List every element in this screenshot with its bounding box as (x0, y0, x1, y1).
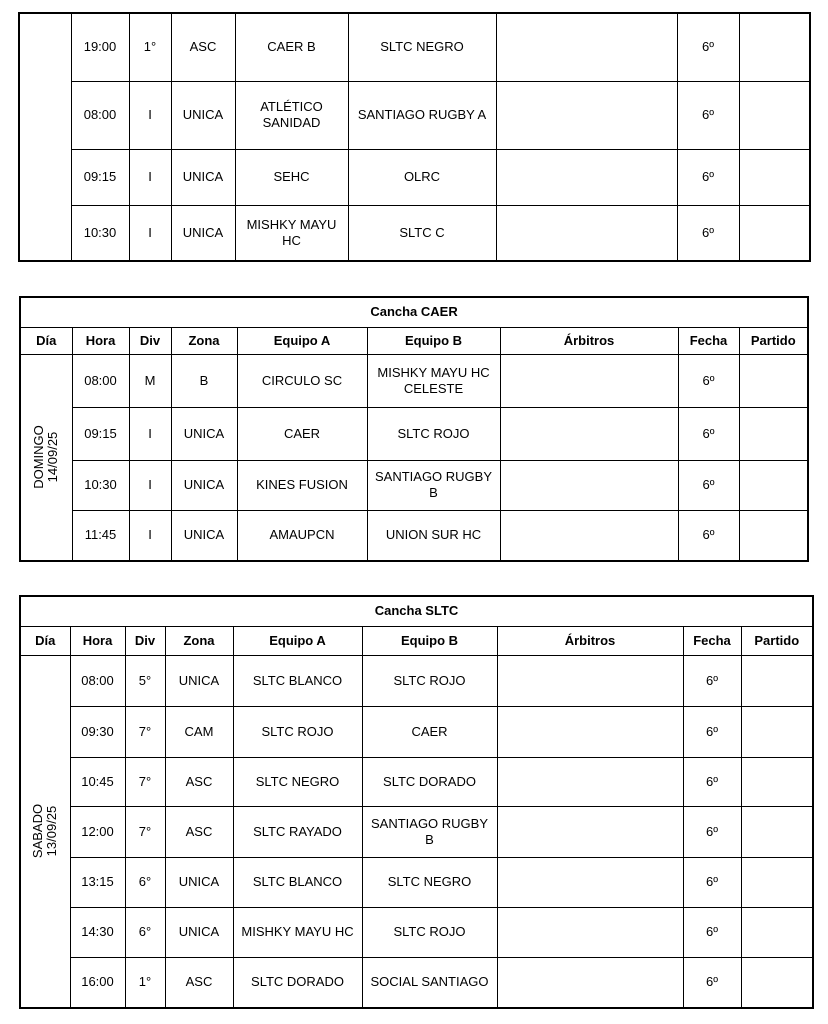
arbitros-cell (497, 857, 683, 907)
arbitros-cell (497, 655, 683, 706)
zona-cell: ASC (165, 757, 233, 806)
arbitros-cell (497, 706, 683, 757)
div-cell: I (129, 81, 171, 149)
fecha-cell: 6º (678, 460, 739, 510)
fecha-cell: 6º (683, 957, 741, 1008)
zona-cell: CAM (165, 706, 233, 757)
equipo-b-cell: SANTIAGO RUGBY B (362, 806, 497, 857)
fecha-cell: 6º (677, 13, 739, 81)
equipo-b-cell: SOCIAL SANTIAGO (362, 957, 497, 1008)
equipo-b-cell: SLTC NEGRO (362, 857, 497, 907)
day-date: 14/09/25 (45, 431, 61, 483)
day-cell (20, 354, 72, 561)
day-cell (19, 13, 71, 261)
div-cell: 7° (125, 706, 165, 757)
header-equipo-b: Equipo B (367, 327, 500, 354)
div-cell: 7° (125, 757, 165, 806)
equipo-b-cell: SLTC DORADO (362, 757, 497, 806)
equipo-a-cell: SLTC NEGRO (233, 757, 362, 806)
equipo-b-cell: UNION SUR HC (367, 510, 500, 561)
partido-cell (739, 13, 810, 81)
table-row (20, 757, 813, 806)
arbitros-cell (496, 149, 677, 205)
table-row (20, 510, 808, 561)
arbitros-cell (496, 13, 677, 81)
equipo-b-cell: OLRC (348, 149, 496, 205)
equipo-a-cell: ATLÉTICO SANIDAD (235, 81, 348, 149)
div-cell: 6° (125, 857, 165, 907)
zona-cell: UNICA (171, 460, 237, 510)
equipo-b-cell: SLTC C (348, 205, 496, 261)
hora-cell: 09:30 (70, 706, 125, 757)
fecha-cell: 6º (677, 205, 739, 261)
hora-cell: 09:15 (72, 407, 129, 460)
arbitros-cell (497, 957, 683, 1008)
equipo-a-cell: SLTC DORADO (233, 957, 362, 1008)
div-cell: I (129, 149, 171, 205)
arbitros-cell (496, 205, 677, 261)
equipo-a-cell: CIRCULO SC (237, 354, 367, 407)
table-row (19, 149, 810, 205)
hora-cell: 08:00 (72, 354, 129, 407)
table-row (20, 407, 808, 460)
equipo-a-cell: KINES FUSION (237, 460, 367, 510)
partido-cell (741, 806, 813, 857)
zona-cell: ASC (171, 13, 235, 81)
equipo-a-cell: CAER B (235, 13, 348, 81)
div-cell: 1° (125, 957, 165, 1008)
partido-cell (741, 957, 813, 1008)
fecha-cell: 6º (677, 149, 739, 205)
fecha-cell: 6º (678, 510, 739, 561)
header-hora: Hora (70, 626, 125, 655)
equipo-b-cell: SLTC ROJO (367, 407, 500, 460)
partido-cell (741, 655, 813, 706)
div-cell: M (129, 354, 171, 407)
fecha-cell: 6º (683, 907, 741, 957)
arbitros-cell (500, 460, 678, 510)
equipo-b-cell: MISHKY MAYU HC CELESTE (367, 354, 500, 407)
table-title: Cancha SLTC (20, 596, 813, 626)
table-row (20, 706, 813, 757)
arbitros-cell (500, 407, 678, 460)
header-div: Div (125, 626, 165, 655)
header-equipo-a: Equipo A (237, 327, 367, 354)
fecha-cell: 6º (683, 706, 741, 757)
table-row (20, 460, 808, 510)
header-dia: Día (20, 626, 70, 655)
header-fecha: Fecha (683, 626, 741, 655)
hora-cell: 14:30 (70, 907, 125, 957)
div-cell: I (129, 460, 171, 510)
equipo-a-cell: AMAUPCN (237, 510, 367, 561)
fecha-cell: 6º (683, 806, 741, 857)
table-row (19, 81, 810, 149)
partido-cell (739, 81, 810, 149)
partido-cell (739, 354, 808, 407)
day-name: DOMINGO (31, 425, 47, 490)
zona-cell: UNICA (171, 205, 235, 261)
div-cell: 7° (125, 806, 165, 857)
equipo-b-cell: SLTC ROJO (362, 655, 497, 706)
zona-cell: UNICA (171, 149, 235, 205)
zona-cell: UNICA (165, 907, 233, 957)
equipo-a-cell: SLTC BLANCO (233, 857, 362, 907)
header-hora: Hora (72, 327, 129, 354)
table-row (20, 957, 813, 1008)
div-cell: I (129, 407, 171, 460)
schedule-table-cancha-caer (19, 296, 809, 562)
header-fecha: Fecha (678, 327, 739, 354)
equipo-b-cell: SANTIAGO RUGBY B (367, 460, 500, 510)
equipo-a-cell: SLTC BLANCO (233, 655, 362, 706)
equipo-a-cell: MISHKY MAYU HC (233, 907, 362, 957)
equipo-b-cell: SLTC ROJO (362, 907, 497, 957)
zona-cell: ASC (165, 957, 233, 1008)
fecha-cell: 6º (678, 407, 739, 460)
partido-cell (739, 205, 810, 261)
div-cell: 1° (129, 13, 171, 81)
fecha-cell: 6º (677, 81, 739, 149)
hora-cell: 19:00 (71, 13, 129, 81)
header-partido: Partido (741, 626, 813, 655)
arbitros-cell (500, 354, 678, 407)
equipo-a-cell: SLTC RAYADO (233, 806, 362, 857)
zona-cell: UNICA (165, 655, 233, 706)
table-row (20, 907, 813, 957)
arbitros-cell (497, 806, 683, 857)
table-title: Cancha CAER (20, 297, 808, 327)
hora-cell: 16:00 (70, 957, 125, 1008)
equipo-a-cell: SEHC (235, 149, 348, 205)
table-row (20, 655, 813, 706)
hora-cell: 11:45 (72, 510, 129, 561)
header-arbitros: Árbitros (497, 626, 683, 655)
header-dia: Día (20, 327, 72, 354)
zona-cell: ASC (165, 806, 233, 857)
fecha-cell: 6º (683, 655, 741, 706)
table-row (20, 857, 813, 907)
fecha-cell: 6º (678, 354, 739, 407)
partido-cell (741, 706, 813, 757)
arbitros-cell (497, 757, 683, 806)
header-zona: Zona (171, 327, 237, 354)
equipo-a-cell: SLTC ROJO (233, 706, 362, 757)
zona-cell: B (171, 354, 237, 407)
equipo-b-cell: CAER (362, 706, 497, 757)
div-cell: I (129, 510, 171, 561)
zona-cell: UNICA (171, 510, 237, 561)
header-partido: Partido (739, 327, 808, 354)
table-row (20, 806, 813, 857)
zona-cell: UNICA (171, 407, 237, 460)
header-div: Div (129, 327, 171, 354)
header-arbitros: Árbitros (500, 327, 678, 354)
arbitros-cell (497, 907, 683, 957)
hora-cell: 12:00 (70, 806, 125, 857)
equipo-a-cell: MISHKY MAYU HC (235, 205, 348, 261)
hora-cell: 10:45 (70, 757, 125, 806)
schedule-table-cancha-sltc (19, 595, 814, 1009)
zona-cell: UNICA (165, 857, 233, 907)
div-cell: 5° (125, 655, 165, 706)
partido-cell (739, 149, 810, 205)
hora-cell: 08:00 (70, 655, 125, 706)
table-row (19, 13, 810, 81)
header-equipo-b: Equipo B (362, 626, 497, 655)
schedule-table-continuation (18, 12, 811, 262)
zona-cell: UNICA (171, 81, 235, 149)
day-cell (20, 655, 70, 1008)
partido-cell (739, 510, 808, 561)
hora-cell: 13:15 (70, 857, 125, 907)
table-row (20, 354, 808, 407)
day-date: 13/09/25 (44, 805, 60, 857)
fecha-cell: 6º (683, 857, 741, 907)
table-row (19, 205, 810, 261)
equipo-b-cell: SLTC NEGRO (348, 13, 496, 81)
hora-cell: 09:15 (71, 149, 129, 205)
hora-cell: 10:30 (72, 460, 129, 510)
equipo-a-cell: CAER (237, 407, 367, 460)
header-equipo-a: Equipo A (233, 626, 362, 655)
partido-cell (741, 907, 813, 957)
fecha-cell: 6º (683, 757, 741, 806)
arbitros-cell (500, 510, 678, 561)
equipo-b-cell: SANTIAGO RUGBY A (348, 81, 496, 149)
partido-cell (739, 460, 808, 510)
hora-cell: 08:00 (71, 81, 129, 149)
day-name: SABADO (30, 804, 46, 859)
div-cell: 6° (125, 907, 165, 957)
partido-cell (741, 757, 813, 806)
partido-cell (739, 407, 808, 460)
partido-cell (741, 857, 813, 907)
div-cell: I (129, 205, 171, 261)
hora-cell: 10:30 (71, 205, 129, 261)
arbitros-cell (496, 81, 677, 149)
header-zona: Zona (165, 626, 233, 655)
